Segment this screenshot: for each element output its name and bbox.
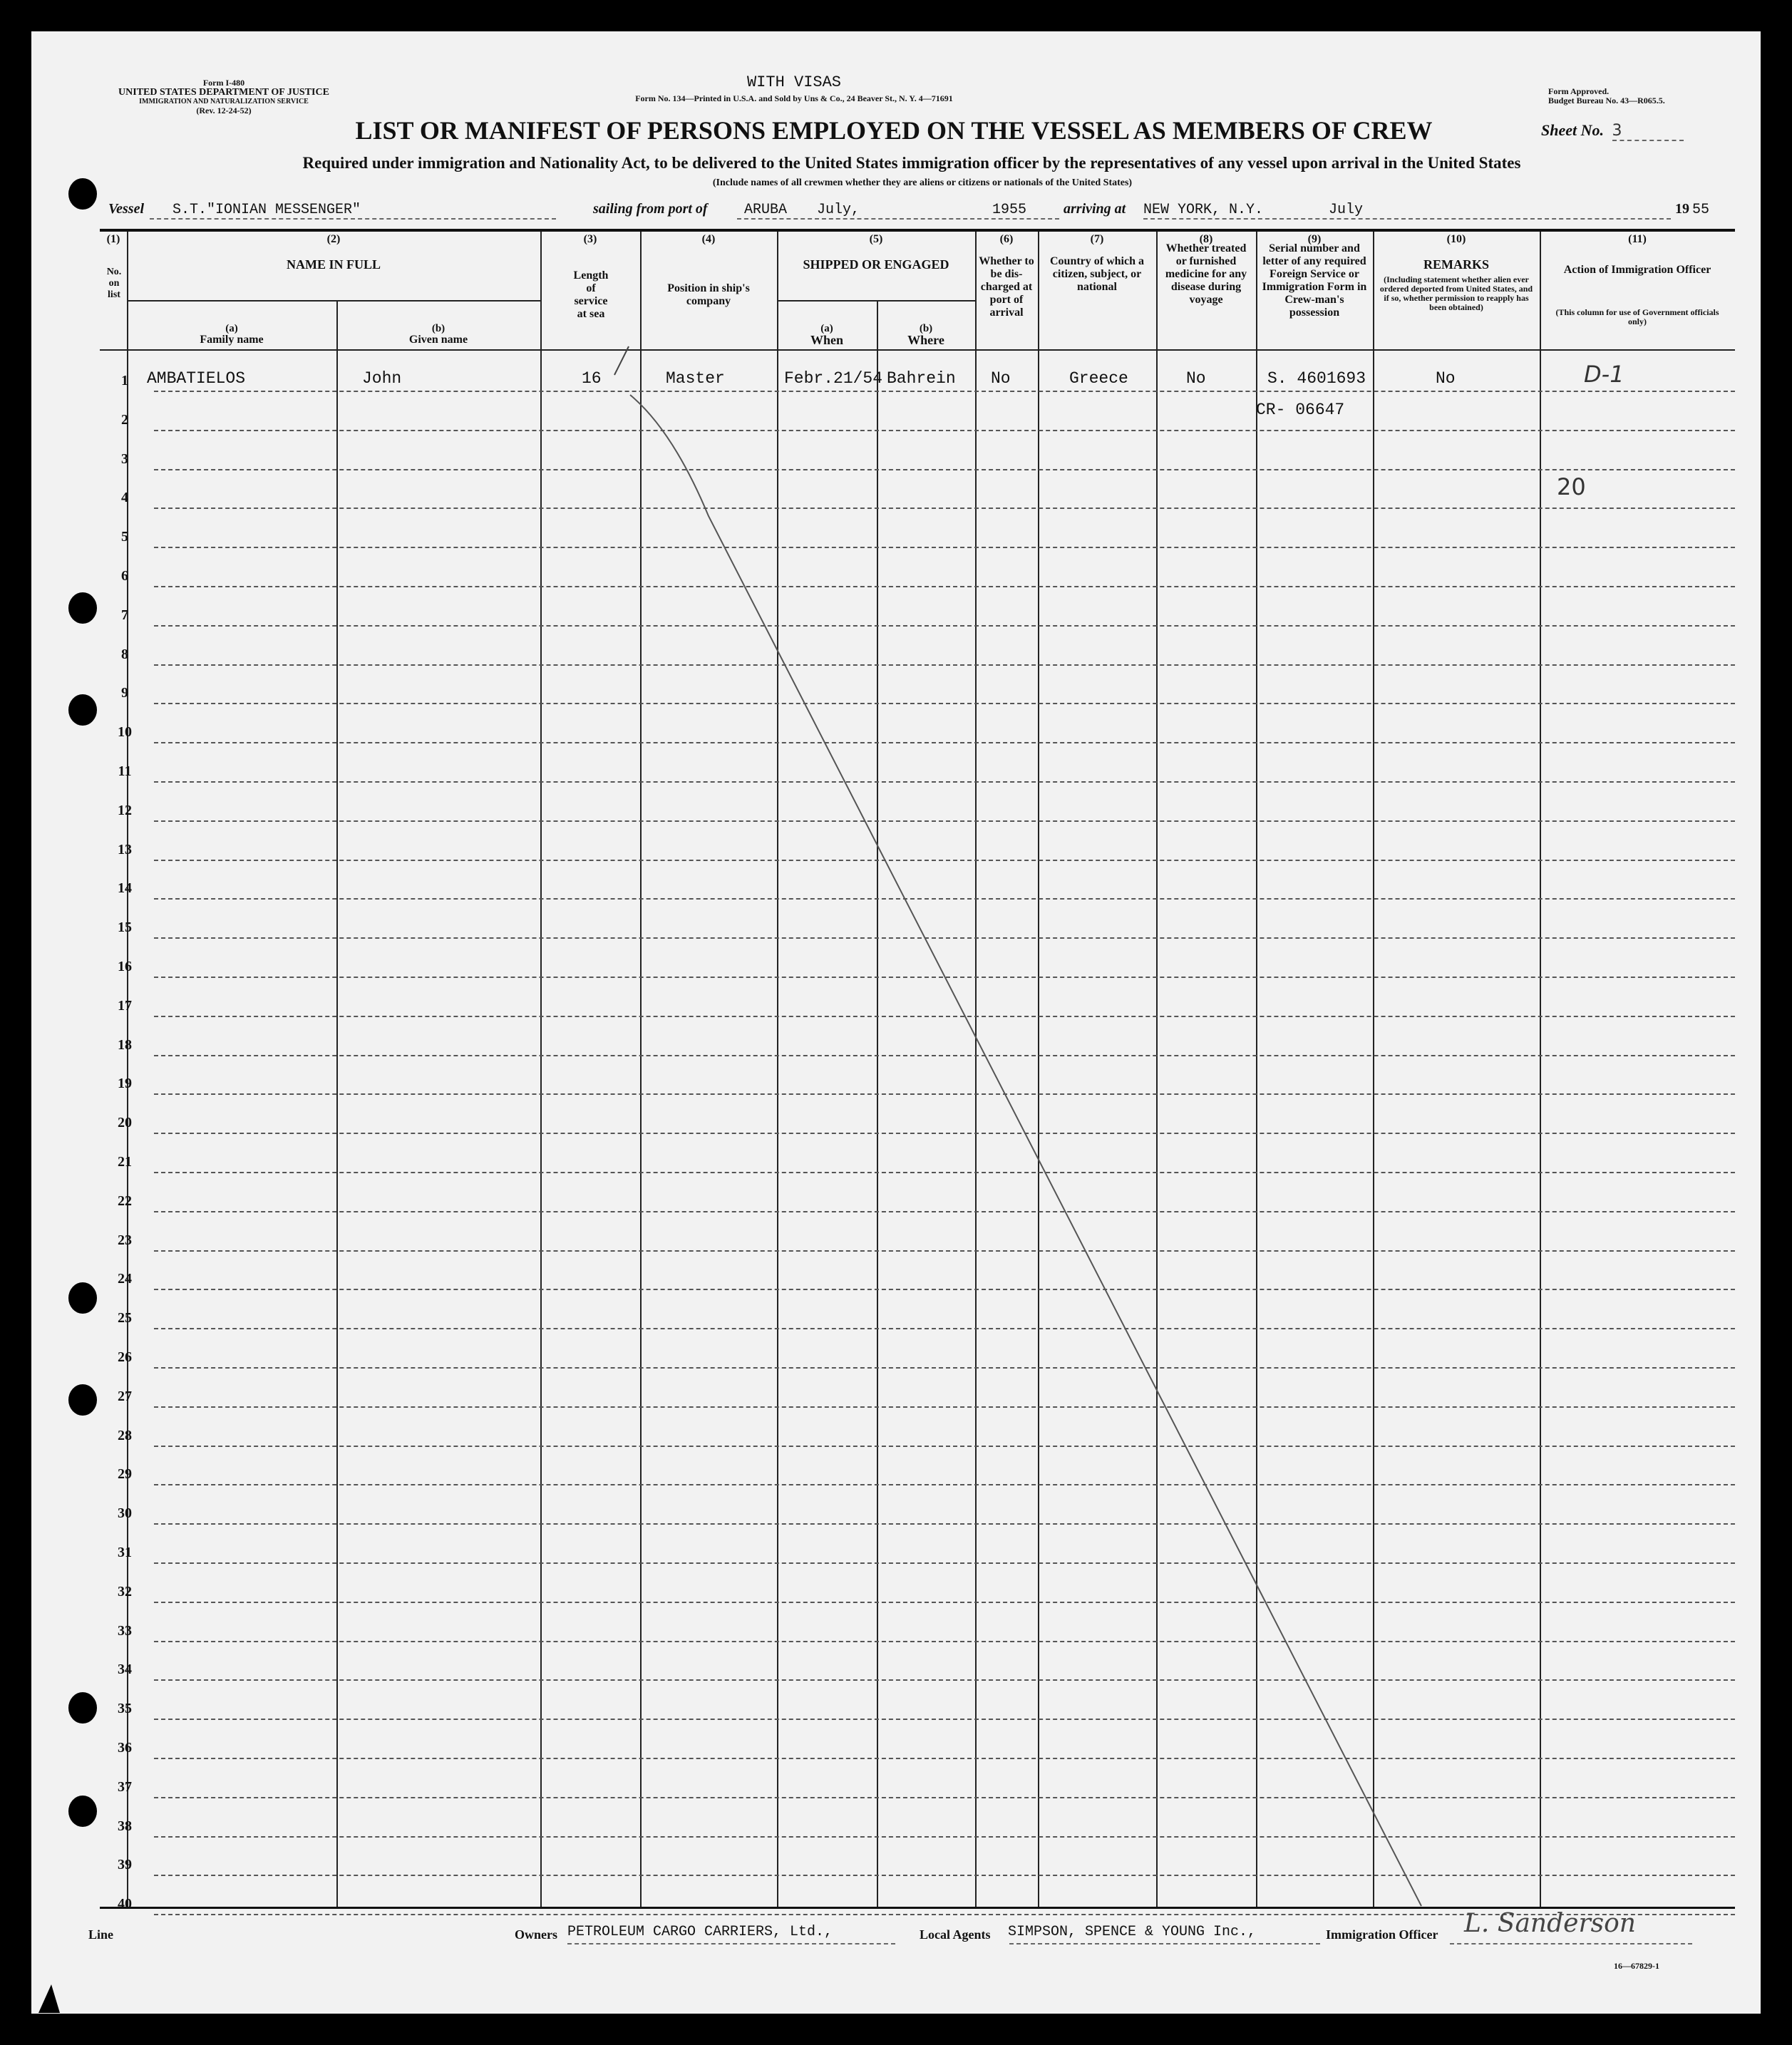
typed-note: WITH VISAS	[746, 73, 842, 91]
year-suffix: 55	[1692, 202, 1710, 218]
cancel-stroke	[31, 31, 1761, 2014]
col-number-9: (9)	[1307, 233, 1322, 245]
col-head-given-num: (b)	[431, 323, 446, 334]
page-fold-mark	[38, 1984, 60, 2013]
row-number: 10	[118, 724, 132, 741]
row-number: 23	[118, 1232, 132, 1248]
form-subnote: (Include names of all crewmen whether they are aliens or citizens or nationals of the United States)	[712, 177, 1133, 188]
cancel-stroke-path	[614, 346, 629, 375]
col-head-name-in-full: NAME IN FULL	[286, 257, 381, 272]
year-prefix: 19	[1675, 201, 1689, 217]
row-number: 19	[118, 1076, 132, 1092]
row-number: 40	[118, 1896, 132, 1912]
treated-entry: No	[1186, 369, 1206, 388]
arriving-label: arriving at	[1064, 201, 1126, 217]
row-number: 17	[118, 997, 132, 1014]
col-head-given-name: Given name	[408, 334, 468, 346]
position-entry: Master	[666, 369, 725, 388]
row-number: 31	[118, 1545, 132, 1560]
row-number: 12	[118, 802, 132, 818]
col-head-family-name: Family name	[200, 334, 264, 346]
row-number: 5	[121, 529, 128, 545]
row-number: 1	[121, 373, 128, 388]
department-name: UNITED STATES DEPARTMENT OF JUSTICE	[118, 87, 329, 98]
cancel-stroke-path	[630, 395, 1421, 1906]
col-number-11: (11)	[1628, 233, 1647, 245]
form-label: Form I-480	[202, 78, 245, 88]
row-number: 25	[118, 1310, 132, 1327]
form-subtitle: Required under immigration and Nationality Act, to be delivered to the United States immigration officer by the representatives of any vessel upon arrival in the United States	[302, 154, 1521, 172]
col-head-country: Country of which a citizen, subject, or national	[1049, 255, 1144, 293]
col-head-length-service: Length of service at sea	[573, 269, 609, 320]
revision-date: (Rev. 12-24-52)	[196, 105, 252, 115]
row-number: 18	[118, 1036, 132, 1053]
col-number-1: (1)	[106, 233, 120, 245]
row-number: 13	[118, 841, 132, 857]
form-code: 16—67829-1	[1614, 1961, 1659, 1971]
col-head-no-on-list: No. on list	[106, 267, 122, 300]
col-head-where-num: (b)	[919, 323, 933, 334]
month-from: July,	[817, 202, 860, 218]
year-from: 1955	[992, 202, 1027, 218]
row-number: 30	[118, 1505, 132, 1522]
row-number: 35	[118, 1701, 132, 1717]
row-number: 9	[121, 685, 128, 701]
port-to: NEW YORK, N.Y.	[1143, 202, 1264, 218]
col-head-remarks: REMARKS	[1423, 257, 1489, 272]
service-name: IMMIGRATION AND NATURALIZATION SERVICE	[139, 98, 309, 105]
row-number: 33	[118, 1622, 132, 1639]
row-number: 29	[118, 1466, 132, 1483]
officer-signature: L. Sanderson	[1464, 1909, 1636, 1938]
col-number-2: (2)	[326, 233, 341, 245]
col-number-5: (5)	[869, 233, 883, 245]
col-number-3: (3)	[583, 233, 597, 245]
vessel-label: Vessel	[108, 201, 144, 217]
serial-entry-2: CR- 06647	[1256, 401, 1345, 419]
col-head-serial: Serial number and letter of any required Foreign Service or Immigration Form in Crew-man's possession	[1262, 242, 1367, 319]
col-number-7: (7)	[1090, 233, 1104, 245]
row-number: 7	[121, 607, 128, 623]
row-number: 37	[118, 1778, 132, 1795]
row-number: 36	[118, 1740, 132, 1756]
row-number: 34	[118, 1662, 132, 1678]
remarks-entry: No	[1436, 369, 1456, 388]
row-number: 24	[118, 1271, 132, 1287]
agents-rule	[1009, 1943, 1320, 1944]
sheet-label: Sheet No.	[1541, 121, 1604, 139]
col-number-10: (10)	[1446, 233, 1466, 245]
row-number: 8	[121, 646, 128, 662]
col-head-when-num: (a)	[820, 323, 833, 334]
where-entry: Bahrein	[887, 369, 956, 388]
agents-value: SIMPSON, SPENCE & YOUNG Inc.,	[1008, 1924, 1257, 1940]
serial-entry-1: S. 4601693	[1267, 369, 1366, 388]
month-to: July	[1329, 202, 1364, 218]
col-head-remarks-note: (Including statement whether alien ever ordered deported from United States, and if so, whether permission to reapply has been obtained)	[1379, 274, 1533, 312]
row-number: 14	[118, 880, 132, 897]
col-head-discharged: Whether to be dis-charged at port of arrival	[979, 255, 1034, 319]
owners-rule	[567, 1943, 895, 1944]
col-head-when: When	[810, 333, 843, 347]
row-number: 2	[121, 411, 128, 428]
row-number: 26	[118, 1349, 132, 1365]
col-number-6: (6)	[999, 233, 1014, 245]
vessel-value: S.T."IONIAN MESSENGER"	[172, 202, 361, 218]
when-entry: Febr.21/54	[784, 369, 883, 388]
row-number: 6	[121, 568, 128, 584]
sailing-label: sailing from port of	[593, 201, 708, 217]
col-head-family-num: (a)	[225, 323, 238, 334]
col-head-where: Where	[907, 333, 944, 347]
row-number: 38	[118, 1818, 132, 1834]
owners-label: Owners	[515, 1927, 557, 1942]
col-head-position: Position in ship's company	[667, 282, 750, 307]
approval-line-1: Form Approved.	[1548, 86, 1610, 96]
given-name-entry: John	[362, 369, 402, 388]
row-number: 22	[118, 1193, 132, 1209]
agents-label: Local Agents	[920, 1927, 991, 1942]
owners-value: PETROLEUM CARGO CARRIERS, Ltd.,	[567, 1924, 833, 1940]
row-number: 4	[121, 490, 128, 506]
printer-line: Form No. 134—Printed in U.S.A. and Sold by Uns & Co., 24 Beaver St., N. Y. 4—71691	[635, 93, 953, 103]
discharged-entry: No	[991, 369, 1011, 388]
row-number: 39	[118, 1857, 132, 1873]
row-number: 3	[121, 450, 128, 467]
line-label: Line	[88, 1927, 114, 1942]
col-head-action: Action of Immigration Officer	[1563, 264, 1711, 276]
family-name-entry: AMBATIELOS	[147, 369, 246, 388]
row-number: 20	[118, 1115, 132, 1131]
port-from: ARUBA	[744, 202, 788, 218]
col-number-4: (4)	[701, 233, 716, 245]
row-number: 27	[118, 1388, 132, 1404]
row-number: 21	[118, 1154, 132, 1170]
approval-line-2: Budget Bureau No. 43—R065.5.	[1548, 96, 1665, 105]
officer-rule	[1450, 1943, 1692, 1944]
col-number-8: (8)	[1199, 233, 1213, 245]
col-head-action-note: (This column for use of Government officials only)	[1555, 307, 1719, 326]
row-number: 32	[118, 1583, 132, 1600]
country-entry: Greece	[1069, 369, 1128, 388]
sheet-value: 3	[1612, 122, 1684, 141]
row-number: 16	[118, 959, 132, 974]
row-number: 28	[118, 1427, 132, 1443]
action-entry-2: 20	[1557, 473, 1586, 500]
service-entry: 16	[582, 369, 602, 388]
row-number: 11	[118, 763, 132, 779]
row-number: 15	[118, 920, 132, 936]
col-head-shipped-engaged: SHIPPED OR ENGAGED	[803, 257, 949, 272]
officer-label: Immigration Officer	[1326, 1927, 1438, 1942]
col-head-treated: Whether treated or furnished medicine for any disease during voyage	[1165, 242, 1247, 306]
action-entry-1: D-1	[1584, 361, 1624, 388]
form-title: LIST OR MANIFEST OF PERSONS EMPLOYED ON THE VESSEL AS MEMBERS OF CREW	[355, 116, 1433, 145]
manifest-sheet	[31, 31, 1761, 2014]
